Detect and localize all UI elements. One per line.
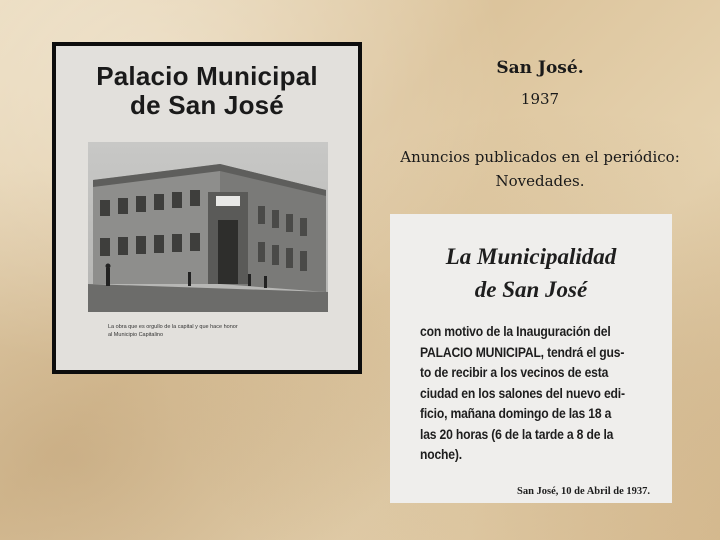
slide-description-line1: Anuncios publicados en el periódico:: [400, 148, 680, 166]
photo-caption: [108, 323, 308, 339]
announcement-line: to de recibir a los vecinos de esta: [420, 365, 609, 380]
photo-caption-line2: al Municipio Capitalino: [108, 332, 164, 338]
announcement-title-line2: de San José: [474, 277, 588, 302]
building-photo: [88, 142, 328, 312]
slide-title: San José.: [496, 58, 584, 78]
slide-description-line2: Novedades.: [495, 172, 585, 190]
photo-caption-line1: La obra que es orgullo de la capital y que hace honor: [108, 324, 238, 330]
clipping-title: [56, 62, 358, 120]
announcement-title-line1: La Municipalidad: [445, 244, 617, 269]
palacio-municipal-clipping: [52, 42, 362, 374]
slide-year: 1937: [520, 90, 560, 108]
announcement-title: [390, 240, 672, 306]
announcement-line: con motivo de la Inauguración del: [420, 324, 611, 339]
clipping-title-line2: de San José: [130, 90, 284, 120]
clipping-paper: [56, 46, 358, 370]
slide-description: [380, 145, 700, 193]
announcement-line: las 20 horas (6 de la tarde a 8 de la: [420, 426, 614, 442]
announcement-line: ciudad en los salones del nuevo edi-: [420, 385, 625, 401]
municipalidad-announcement-clipping: [390, 214, 672, 503]
announcement-line: PALACIO MUNICIPAL, tendrá el gus-: [420, 344, 625, 360]
clipping-title-line1: Palacio Municipal: [96, 61, 318, 91]
announcement-line: ficio, mañana domingo de las 18 a: [420, 406, 612, 421]
announcement-body: [420, 322, 661, 466]
announcement-line: noche).: [420, 447, 462, 462]
announcement-date: San José, 10 de Abril de 1937.: [516, 486, 650, 497]
